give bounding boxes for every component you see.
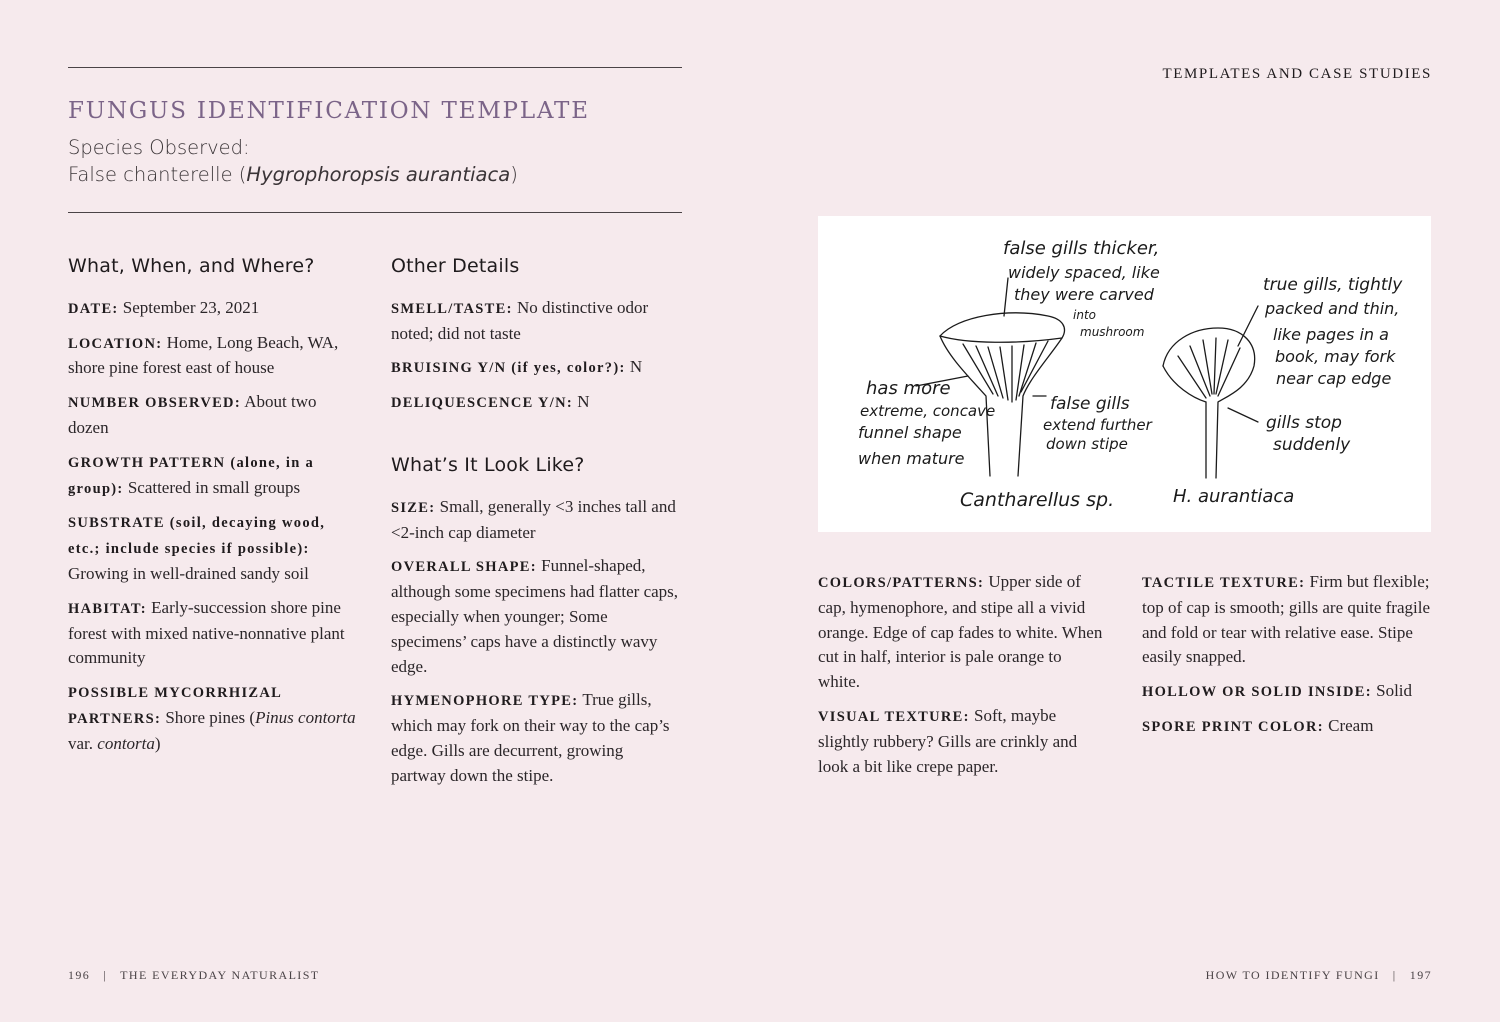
- note-side-4: when mature: [858, 449, 965, 468]
- field-number-observed: NUMBER OBSERVED: About two dozen: [68, 392, 317, 437]
- field-tactile-texture: TACTILE TEXTURE: Firm but flexible; top of cap is smooth; gills are quite fragile and fold or tear with relative ease. Stipe easily snapped.: [1142, 572, 1430, 667]
- mushroom-sketch: [818, 216, 1431, 532]
- field-deliquescence: DELIQUESCENCE Y/N: N: [391, 392, 590, 412]
- species-label: Species Observed:: [68, 136, 250, 159]
- footer-right: HOW TO IDENTIFY FUNGI | 197: [1205, 968, 1432, 982]
- right-column-b: [1142, 570, 1432, 749]
- species-name: False chanterelle (Hygrophoropsis aurantiaca): [68, 163, 518, 186]
- heading-what-when-where: What, When, and Where?: [68, 255, 315, 277]
- note-left-3: they were carved: [1014, 285, 1154, 304]
- field-hollow-solid: HOLLOW OR SOLID INSIDE: Solid: [1142, 681, 1413, 701]
- note-stop-2: suddenly: [1273, 435, 1351, 455]
- field-overall-shape: OVERALL SHAPE: Funnel-shaped, although some specimens had flatter caps, especially when younger; Some specimens’ caps have a distinctly wavy edge.: [391, 556, 679, 676]
- field-colors-patterns: COLORS/PATTERNS: Upper side of cap, hymenophore, and stipe all a vivid orange. Edge of cap fades to white. When cut in half, interior is pale orange to white.: [818, 572, 1103, 692]
- note-right-4: book, may fork: [1275, 347, 1396, 366]
- note-mid-3: down stipe: [1046, 435, 1128, 453]
- middle-column: [391, 254, 681, 798]
- note-side-1: has more: [866, 378, 951, 399]
- field-bruising: BRUISING Y/N (if yes, color?): N: [391, 357, 643, 377]
- left-column: [68, 254, 358, 766]
- note-stop-1: gills stop: [1266, 413, 1342, 433]
- heading-look-like: What’s It Look Like?: [391, 453, 585, 476]
- footer-left: 196 | THE EVERYDAY NATURALIST: [68, 968, 320, 982]
- note-left-4: into: [1073, 308, 1096, 322]
- note-right-1: true gills, tightly: [1263, 275, 1403, 295]
- note-left-2: widely spaced, like: [1008, 263, 1160, 282]
- note-left-1: false gills thicker,: [1003, 238, 1160, 259]
- field-location: LOCATION: Home, Long Beach, WA, shore pine forest east of house: [68, 332, 339, 378]
- field-size: SIZE: Small, generally <3 inches tall and <2-inch cap diameter: [391, 496, 676, 542]
- top-rule: [68, 67, 682, 68]
- caption-aurantiaca: H. aurantiaca: [1173, 486, 1295, 507]
- note-right-3: like pages in a: [1273, 325, 1389, 344]
- caption-cantharellus: Cantharellus sp.: [960, 489, 1115, 511]
- field-habitat: HABITAT: Early-succession shore pine forest with mixed native-nonnative plant community: [68, 597, 345, 668]
- right-column-a: [818, 570, 1106, 788]
- field-spore-print: SPORE PRINT COLOR: Cream: [1142, 715, 1374, 735]
- note-mid-2: extend further: [1043, 416, 1152, 434]
- running-head: TEMPLATES AND CASE STUDIES: [1162, 66, 1432, 82]
- note-mid-1: false gills: [1050, 394, 1130, 414]
- heading-other-details: Other Details: [391, 255, 520, 277]
- species-observed: [68, 134, 668, 188]
- field-date: DATE: September 23, 2021: [68, 297, 260, 317]
- field-smell-taste: SMELL/TASTE: No distinctive odor noted; did not taste: [391, 297, 649, 343]
- note-side-3: funnel shape: [858, 423, 962, 442]
- header-divider: [68, 212, 682, 213]
- field-hymenophore-type: HYMENOPHORE TYPE: True gills, which may fork on their way to the cap’s edge. Gills are decurrent, growing partway down the stipe.: [391, 690, 670, 785]
- field-substrate: SUBSTRATE (soil, decaying wood, etc.; include species if possible): Growing in well-drained sandy soil: [68, 515, 326, 583]
- sketch-drawing: [818, 216, 1431, 532]
- field-visual-texture: VISUAL TEXTURE: Soft, maybe slightly rubbery? Gills are crinkly and look a bit like crepe paper.: [818, 705, 1078, 776]
- note-side-2: extreme, concave: [860, 402, 996, 420]
- note-right-5: near cap edge: [1276, 369, 1392, 388]
- note-right-2: packed and thin,: [1265, 299, 1400, 318]
- field-growth-pattern: GROWTH PATTERN (alone, in a group): Scattered in small groups: [68, 454, 315, 497]
- template-title: FUNGUS IDENTIFICATION TEMPLATE: [68, 98, 590, 124]
- field-mycorrhizal-partners: POSSIBLE MYCORRHIZAL PARTNERS: Shore pines (Pinus contorta var. contorta): [68, 685, 356, 753]
- note-left-5: mushroom: [1080, 325, 1145, 339]
